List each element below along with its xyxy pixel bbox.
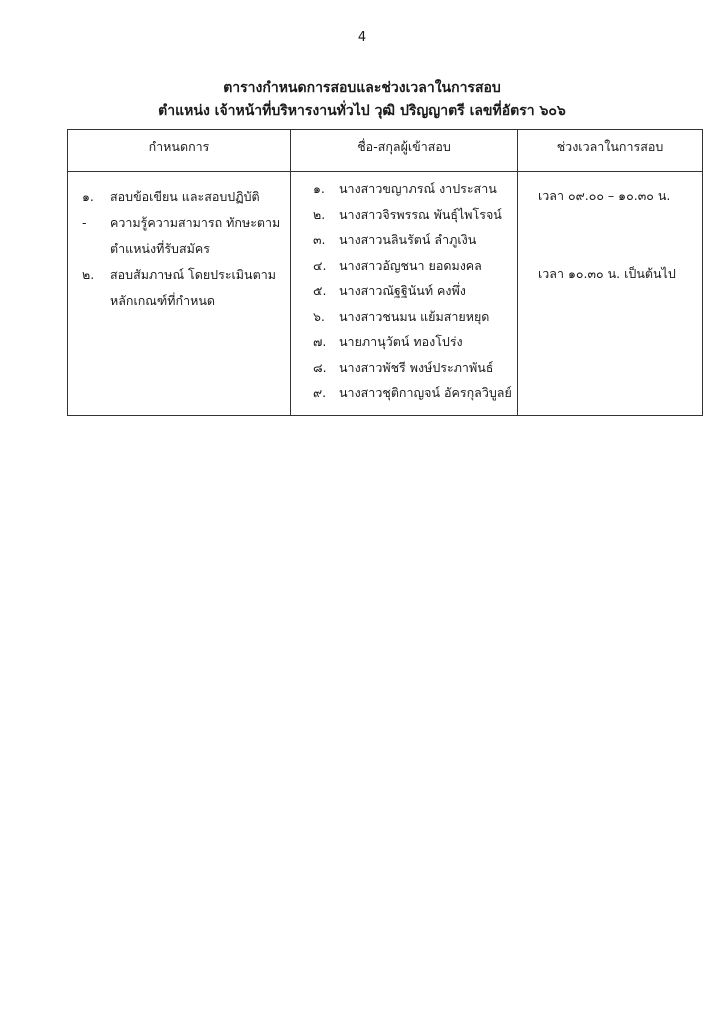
candidate-item xyxy=(313,380,517,406)
candidate-number: ๔. xyxy=(313,257,327,273)
candidate-number: ๑. xyxy=(313,181,325,196)
candidate-item xyxy=(313,304,517,330)
schedule-item-text: หลักเกณฑ์ที่กำหนด xyxy=(110,293,216,308)
candidate-name: นางสาวชุติกาญจน์ อัครกุลวิบูลย์ xyxy=(339,385,512,400)
candidate-number: ๘. xyxy=(313,359,327,375)
exam-time-cell xyxy=(518,172,703,416)
page-number: 4 xyxy=(357,30,367,45)
document-title: ตารางกำหนดการสอบและช่วงเวลาในการสอบ xyxy=(223,80,501,96)
schedule-item-continuation xyxy=(82,288,290,314)
candidate-number: ๒. xyxy=(313,206,326,222)
schedule-cell xyxy=(68,172,291,416)
candidate-item xyxy=(313,278,517,304)
candidate-item xyxy=(313,176,517,202)
header-schedule: กำหนดการ xyxy=(68,130,291,172)
schedule-item xyxy=(82,262,290,288)
schedule-item xyxy=(82,210,290,236)
candidate-item xyxy=(313,253,517,279)
candidate-name: นางสาวจิรพรรณ พันธุ์ไพโรจน์ xyxy=(339,206,502,222)
candidate-number: ๕. xyxy=(313,283,327,298)
schedule-item-marker: ๑. xyxy=(82,189,94,204)
candidate-item xyxy=(313,227,517,253)
candidate-name: นางสาวอัญชนา ยอดมงคล xyxy=(339,257,482,273)
exam-schedule-table xyxy=(67,129,703,416)
time-slot-morning: เวลา ๐๙.๐๐ – ๑๐.๓๐ น. xyxy=(538,188,671,203)
candidate-name: นางสาวณัฐฐินันท์ คงพึ่ง xyxy=(339,283,466,298)
candidates-cell xyxy=(291,172,518,416)
candidate-number: ๓. xyxy=(313,232,326,247)
table-row xyxy=(68,172,703,416)
table-header-row xyxy=(68,130,703,172)
schedule-item xyxy=(82,184,290,210)
candidate-name: นายภานุวัตน์ ทองโปร่ง xyxy=(339,334,463,349)
header-exam-time: ช่วงเวลาในการสอบ xyxy=(518,130,703,172)
candidate-item xyxy=(313,355,517,381)
schedule-item-text: ตำแหน่งที่รับสมัคร xyxy=(110,241,210,256)
schedule-item-text: สอบสัมภาษณ์ โดยประเมินตาม xyxy=(110,267,276,282)
candidate-item xyxy=(313,202,517,228)
candidate-name: นางสาวนลินรัตน์ ลำภูเงิน xyxy=(339,232,477,247)
document-subtitle: ตำแหน่ง เจ้าหน้าที่บริหารงานทั่วไป วุฒิ ปริญญาตรี เลขที่อัตรา ๖๐๖ xyxy=(158,103,566,119)
candidate-number: ๙. xyxy=(313,385,327,400)
candidate-item xyxy=(313,329,517,355)
schedule-item-marker: - xyxy=(82,215,87,230)
candidate-number: ๗. xyxy=(313,334,327,349)
candidate-number: ๖. xyxy=(313,308,325,324)
candidate-name: นางสาวพัชรี พงษ์ประภาพันธ์ xyxy=(339,359,494,375)
schedule-list xyxy=(68,172,290,314)
candidate-list xyxy=(291,172,517,406)
schedule-item-marker: ๒. xyxy=(82,267,95,282)
candidate-name: นางสาวชนมน แย้มสายหยุด xyxy=(339,308,490,324)
time-slot-late-morning: เวลา ๑๐.๓๐ น. เป็นต้นไป xyxy=(538,266,676,281)
schedule-item-text: ความรู้ความสามารถ ทักษะตาม xyxy=(110,215,281,230)
schedule-item-continuation xyxy=(82,236,290,262)
header-candidate-names: ชื่อ-สกุลผู้เข้าสอบ xyxy=(291,130,518,172)
schedule-item-text: สอบข้อเขียน และสอบปฏิบัติ xyxy=(110,189,260,204)
candidate-name: นางสาวขญาภรณ์ งาประสาน xyxy=(339,181,497,196)
